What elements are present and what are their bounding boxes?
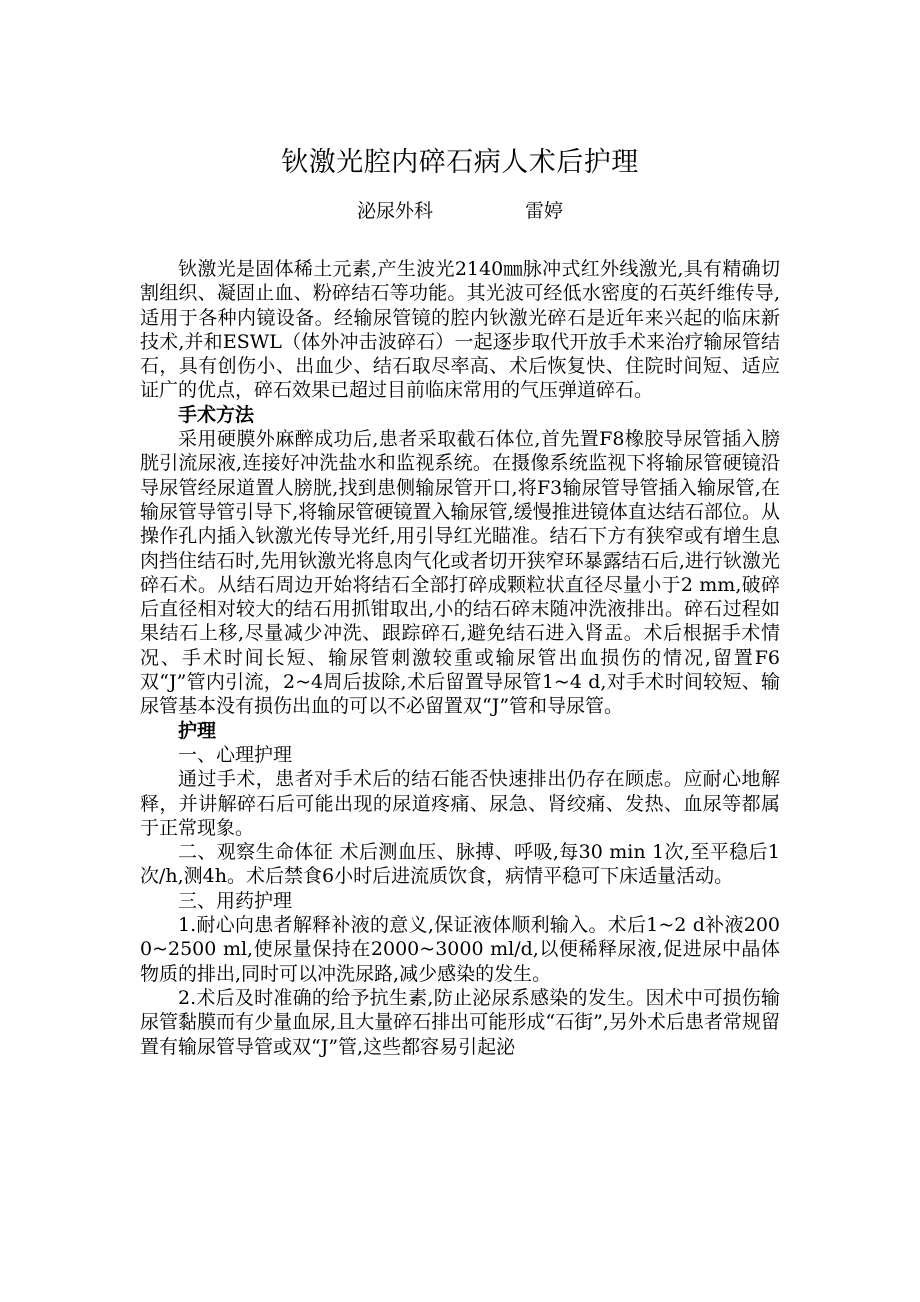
paragraph-surgery-method: 采用硬膜外麻醉成功后,患者采取截石体位,首先置F8橡胶导尿管插入膀胱引流尿液,连接好冲洗盐水和监视系统。在摄像系统监视下将输尿管硬镜沿导尿管经尿道置人膀胱,找到患侧输尿管开口,将F3输尿管导管插入输尿管,在输尿管导管引导下,将输尿管硬镜置入输尿管,缓慢推进镜体直达结石部位。从操作孔内插入钬激光传导光纤,用引导红光瞄准。结石下方有狭窄或有增生息肉挡住结石时,先用钬激光将息肉气化或者切开狭窄环暴露结石后,进行钬激光碎石术。从结石周边开始将结石全部打碎成颗粒状直径尽量小于2 mm,破碎后直径相对较大的结石用抓钳取出,小的结石碎末随冲洗液排出。碎石过程如果结石上移,尽量减少冲洗、跟踪碎石,避免结石进入肾盂。术后根据手术情况、手术时间长短、输尿管刺激较重或输尿管出血损伤的情况,留置F6双“J”管内引流，2~4周后拔除,术后留置导尿管1~4 d,对手术时间较短、输尿管基本没有损伤出血的可以不必留置双“J”管和导尿管。 [140,428,780,718]
paragraph-intro: 钬激光是固体稀土元素,产生波光2140㎜脉冲式红外线激光,具有精确切割组织、凝固止血、粉碎结石等功能。其光波可经低水密度的石英纤维传导,适用于各种内镜设备。经输尿管镜的腔内钬激光碎石是近年来兴起的临床新技术,并和ESWL（体外冲击波碎石）一起逐步取代开放手术来治疗输尿管结石，具有创伤小、出血少、结石取尽率高、术后恢复快、住院时间短、适应证广的优点，碎石效果已超过目前临床常用的气压弹道碎石。 [140,258,780,402]
subheading-medication-care: 三、用药护理 [178,889,293,912]
author: 雷婷 [525,200,564,222]
paragraph-psychological-care: 通过手术，患者对手术后的结石能否快速排出仍存在顾虑。应耐心地解释，并讲解碎石后可能出现的尿道疼痛、尿急、肾绞痛、发热、血尿等都属于正常现象。 [140,768,780,839]
byline [140,197,780,225]
section-heading-nursing: 护理 [178,719,217,742]
paragraph-medication-2: 2.术后及时准确的给予抗生素,防止泌尿系感染的发生。因术中可损伤输尿管黏膜而有少量血尿,且大量碎石排出可能形成“石街”,另外术后患者常规留置有输尿管导管或双“J”管,这些都容易引起泌 [140,986,780,1058]
paragraph-vital-signs: 二、观察生命体征 术后测血压、脉搏、呼吸,每30 min 1次,至平稳后1次/h,测4h。术后禁食6小时后进流质饮食，病情平稳可下床适量活动。 [140,841,780,888]
document-body [140,257,780,1059]
subheading-psychological-care: 一、心理护理 [178,743,293,766]
department: 泌尿外科 [356,200,433,222]
paragraph-medication-1: 1.耐心向患者解释补液的意义,保证液体顺利输入。术后1~2 d补液2000~2500 ml,使尿量保持在2000~3000 ml/d,以便稀释尿液,促进尿中晶体物质的排出,同时可以冲洗尿路,减少感染的发生。 [140,914,780,985]
section-heading-surgery: 手术方法 [178,403,255,426]
document-title: 钬激光腔内碎石病人术后护理 [281,147,639,178]
